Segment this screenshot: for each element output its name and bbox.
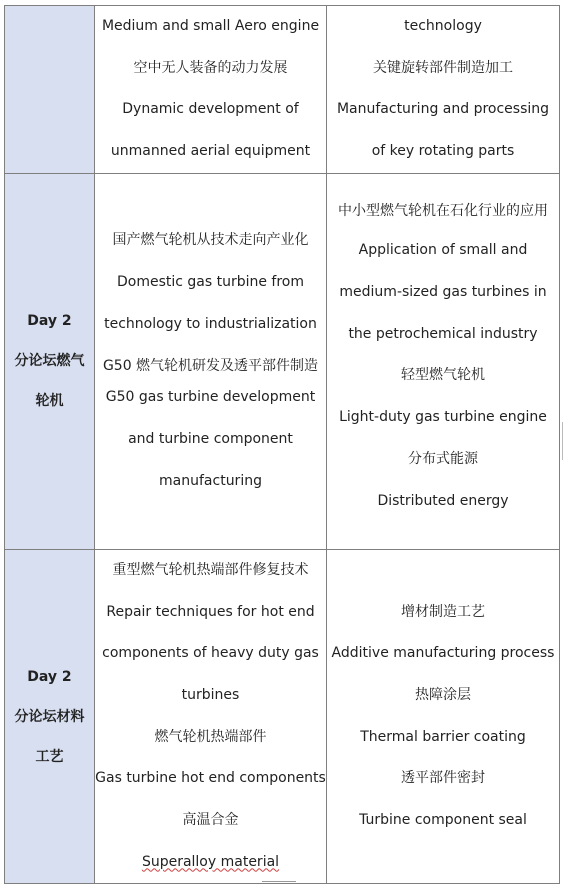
topic-line: manufacturing [159, 472, 262, 489]
topic-line: Medium and small Aero engine [101, 18, 320, 34]
topic-line: 燃气轮机热端部件 [154, 728, 267, 745]
topic-line: technology to industrialization [104, 315, 317, 332]
row-label-day: Day 2 [27, 313, 72, 330]
topic-line: Distributed energy [377, 492, 509, 509]
spellcheck-underlined-text: Superalloy material [141, 853, 280, 870]
topic-cell-left [95, 549, 327, 884]
topic-line: the petrochemical industry [348, 325, 538, 342]
topic-line: 分布式能源 [408, 450, 478, 467]
topic-line: Application of small and [358, 242, 528, 259]
topic-line: Thermal barrier coating [360, 728, 526, 745]
topic-line: components of heavy duty gas [102, 645, 319, 662]
topic-line: 空中无人装备的动力发展 [133, 59, 288, 76]
topic-line: 透平部件密封 [401, 770, 485, 787]
topic-line: Repair techniques for hot end [106, 603, 315, 620]
topic-line: 热障涂层 [415, 686, 471, 703]
topic-cell-right [327, 6, 560, 174]
table-row [5, 6, 560, 174]
row-label-cell [5, 6, 95, 174]
topic-cell-right [327, 549, 560, 884]
topic-line: of key rotating parts [371, 143, 515, 160]
table-row [5, 549, 560, 884]
table-row [5, 173, 560, 549]
topic-cell-right [327, 173, 560, 549]
topic-line: turbines [181, 686, 240, 703]
topic-cell-left [95, 173, 327, 549]
topic-line [95, 842, 326, 884]
topic-line: Additive manufacturing process [331, 645, 555, 662]
topic-line: Turbine component seal [359, 812, 527, 829]
topic-line: medium-sized gas turbines in [339, 284, 547, 301]
agenda-table [4, 5, 560, 884]
topic-line: technology [404, 18, 482, 34]
topic-line: 重型燃气轮机热端部件修复技术 [112, 561, 309, 578]
row-label-cell [5, 173, 95, 549]
topic-line: 中小型燃气轮机在石化行业的应用 [338, 203, 548, 220]
topic-line: Dynamic development of [122, 101, 299, 118]
row-label-cell [5, 549, 95, 884]
topic-line: unmanned aerial equipment [110, 143, 311, 160]
row-label-forum: 分论坛材料 [14, 708, 85, 725]
topic-line: Gas turbine hot end components [95, 770, 326, 787]
topic-line: 国产燃气轮机从技术走向产业化 [112, 232, 309, 249]
topic-line: Manufacturing and processing [336, 101, 550, 118]
topic-line: 高温合金 [182, 812, 239, 829]
row-label-forum: 工艺 [35, 748, 64, 765]
row-label-forum: 轮机 [35, 393, 64, 410]
row-label-day: Day 2 [27, 668, 72, 685]
topic-line: Light-duty gas turbine engine [339, 409, 547, 426]
topic-line: G50 gas turbine development [105, 389, 316, 406]
page-edge-mark [262, 881, 296, 887]
topic-line: 关键旋转部件制造加工 [373, 59, 513, 76]
topic-line: 增材制造工艺 [401, 603, 485, 620]
row-label-forum: 分论坛燃气 [14, 353, 85, 370]
topic-line: G50 燃气轮机研发及透平部件制造 [102, 358, 319, 375]
topic-line: Domestic gas turbine from [116, 273, 305, 290]
topic-line: and turbine component [128, 431, 293, 448]
topic-cell-left [95, 6, 327, 174]
topic-line: 轻型燃气轮机 [401, 367, 485, 384]
